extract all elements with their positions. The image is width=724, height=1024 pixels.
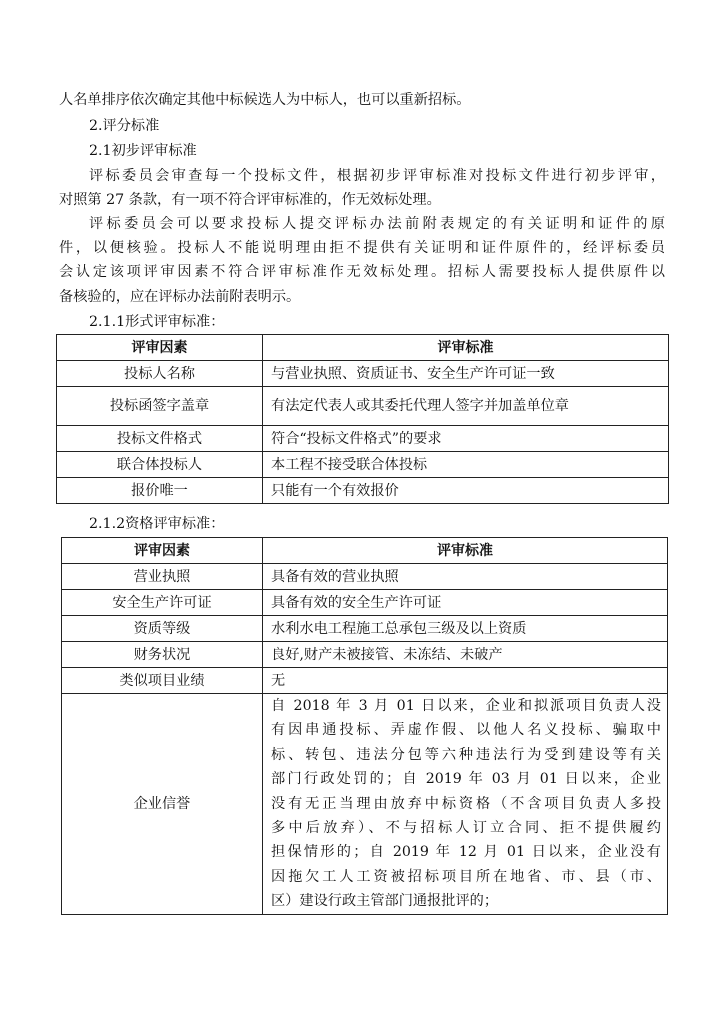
table-row [62,668,668,694]
table-cell-standard: 具备有效的营业执照 [263,564,668,590]
table-cell-standard: 良好,财产未被接管、未冻结、未破产 [263,642,668,668]
table-row-credit [62,694,668,915]
table-cell-factor: 安全生产许可证 [62,590,263,616]
table-row [57,426,669,452]
table-row [62,642,668,668]
paragraph-verify-line1: 评标委员会可以要求投标人提交评标办法前附表规定的有关证明和证件的原 [89,216,665,232]
credit-text-line: 没有无正当理由放弃中标资格（不含项目负责人多投 [271,795,661,812]
section-heading-form-review: 2.1.1形式评审标准： [89,314,225,330]
credit-text-line: 部门行政处罚的；自 2019 年 03 月 01 日以来，企业 [271,771,661,788]
table-cell-standard: 水利水电工程施工总承包三级及以上资质 [263,616,668,642]
table-cell-standard: 具备有效的安全生产许可证 [263,590,668,616]
credit-text-line: 区）建设行政主管部门通报批评的； [271,893,499,910]
column-header-standard: 评审标准 [263,538,668,564]
section-heading-qualification-review: 2.1.2资格评审标准： [89,516,225,532]
table-cell-factor: 企业信誉 [62,694,263,915]
paragraph-verify-line3: 会认定该项评审因素不符合评审标准作无效标处理。招标人需要投标人提供原件以 [59,264,665,280]
credit-text-line: 因拖欠工人工资被招标项目所在地省、市、县（市、 [271,868,661,885]
table-header-row [62,538,668,564]
table-row [62,590,668,616]
column-header-factor: 评审因素 [62,538,263,564]
credit-text-line: 自 2018 年 3 月 01 日以来，企业和拟派项目负责人没 [271,698,661,714]
table-cell-factor: 财务状况 [62,642,263,668]
table-cell-standard: 有法定代表人或其委托代理人签字并加盖单位章 [263,387,669,426]
paragraph-review-line1: 评标委员会审查每一个投标文件，根据初步评审标准对投标文件进行初步评审， [89,168,665,184]
table-cell-factor: 投标人名称 [57,361,263,387]
form-review-table [56,334,669,504]
table-row [57,361,669,387]
table-row [57,452,669,478]
paragraph-verify-line4: 备核验的，应在评标办法前附表明示。 [59,289,301,305]
table-cell-factor: 报价唯一 [57,478,263,504]
table-cell-factor: 联合体投标人 [57,452,263,478]
qualification-review-table [61,537,668,915]
table-cell-standard: 只能有一个有效报价 [263,478,669,504]
section-heading-scoring: 2.评分标准 [89,118,160,134]
table-cell-factor: 资质等级 [62,616,263,642]
paragraph-review-line2: 对照第 27 条款，有一项不符合评审标准的，作无效标处理。 [59,192,441,208]
credit-text-line: 有因串通投标、弄虚作假、以他人名义投标、骗取中 [271,722,661,739]
table-row [57,478,669,504]
table-cell-standard: 无 [263,668,668,694]
table-cell-factor: 营业执照 [62,564,263,590]
column-header-factor: 评审因素 [57,335,263,361]
table-cell-standard: 本工程不接受联合体投标 [263,452,669,478]
table-cell-standard: 符合“投标文件格式”的要求 [263,426,669,452]
table-cell-standard: 与营业执照、资质证书、安全生产许可证一致 [263,361,669,387]
table-cell-factor: 投标文件格式 [57,426,263,452]
table-row [62,616,668,642]
paragraph-verify-line2: 件，以便核验。投标人不能说明理由拒不提供有关证明和证件原件的，经评标委员 [59,240,665,256]
credit-text-line: 多中后放弃）、不与招标人订立合同、拒不提供履约 [271,819,661,836]
table-cell-factor: 类似项目业绩 [62,668,263,694]
table-row [62,564,668,590]
table-cell-factor: 投标函签字盖章 [57,387,263,426]
credit-text-line: 标、转包、违法分包等六种违法行为受到建设等有关 [271,746,661,763]
table-cell-credit-standard [263,694,668,915]
section-heading-preliminary: 2.1初步评审标准 [89,143,197,159]
table-header-row [57,335,669,361]
paragraph-continuation: 人名单排序依次确定其他中标候选人为中标人，也可以重新招标。 [59,92,471,108]
table-row [57,387,669,426]
credit-text-line: 担保情形的；自 2019 年 12 月 01 日以来，企业没有 [271,844,661,861]
column-header-standard: 评审标准 [263,335,669,361]
